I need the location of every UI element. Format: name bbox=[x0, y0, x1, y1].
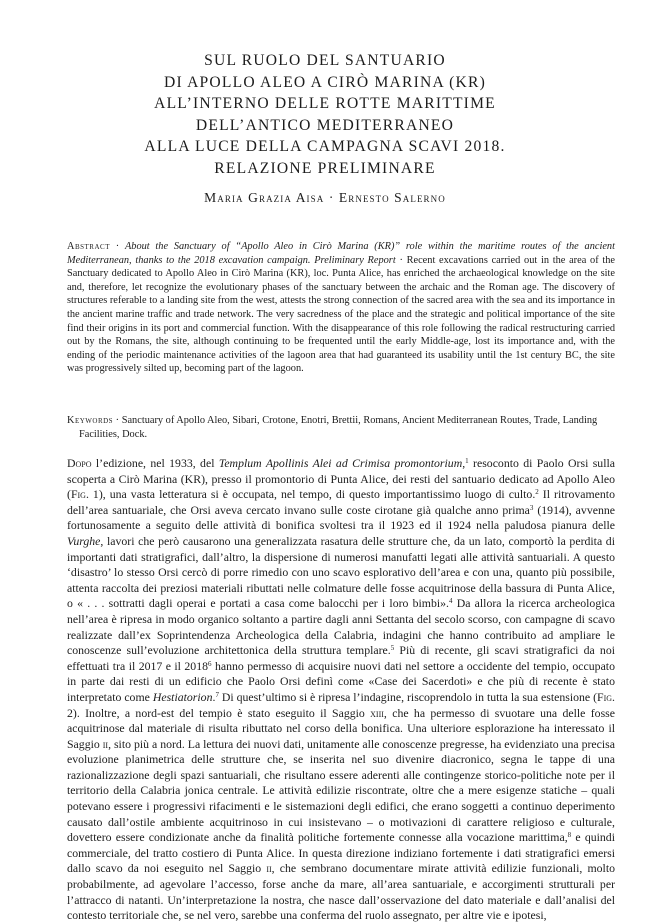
roman-numeral: ii bbox=[102, 736, 109, 751]
article-authors: Maria Grazia Aisa · Ernesto Salerno bbox=[204, 190, 446, 205]
title-line: RELAZIONE PRELIMINARE bbox=[214, 159, 436, 177]
body-text: , sito più a nord. La lettura dei nuovi dati, unitamente alle conoscenze pregresse, ha evidenziato una precisa evoluzione planimetrica delle strutture che, se inserita nel suo divenire diacronico, segna le tappe di una razionalizzazione degli spazi santuariali, che risultano essere aderenti alle contingenze storico-politiche note per il territorio della Calabria jonica centrale. Le attività edilizie riscontrate, oltre che a mere esigenze statiche – quali potevano essere i progressivi rifacimenti e le sistemazioni degli edifici, che erano soggetti a continuo deperimento causato dall’ostile ambiente acquitrinoso in cui insistevano – o motivazioni di carattere religioso e culturale, dovettero essere condizionate anche da finalità politiche fortemente connesse alla vocazione marittima, bbox=[67, 736, 615, 845]
body-paragraph: Dopo l’edizione, nel 1933, del Templum Apollinis Alei ad Crimisa promontorium,$^1$ resoconto di Paolo Orsi sulla scoperta a Cirò Marina (KR), presso il promontorio di Punta Alice, dei resti del santuario dedicato ad Apollo Aleo (Fig. 1), una vasta letteratura si è occupata, nel tempo, di questo importantissimo luogo di culto.$^2$ Il ritrovamento dell’area santuariale, che Orsi aveva cercato invano sulle coste cirotane già qualche anno prima$^3$ (1914), avvenne fortunosamente a seguito delle attività di bonifica svoltesi tra il 1923 ed il 1924 nella paludosa pianura delle Vurghe, lavori che però causarono una generalizzata rasatura delle strutture che, da un lato, comportò la perdita di importanti dati stratigrafici, dall’altro, la dispersione di numerosi manufatti legati alle attività santuariali. A questo ‘disastro’ lo stesso Orsi cercò di porre rimedio con uno scavo esplorativo dell’area e con una, quanto più possibile, attenta raccolta dei preziosi materiali ributtati nelle colmature delle fosse acquitrinose della bassura di Punta Alice, o « . . . sottratti dagli operai e portati a casa come balocchi per i loro bimbi».$^4$ Da allora la ricerca archeologica nell’area è ripresa in modo organico soltanto a partire dagli anni Settanta del secolo scorso, con campagne di scavo realizzate dall’ex Soprintendenza Archeologica della Calabria, indagini che hanno contribuito ad ampliare le conoscenze sull’evoluzione architettonica della struttura templare.$^5$ Più di recente, gli scavi stratigrafici da noi effettuati tra il 2017 e il 2018$^6$ hanno permesso di acquisire nuovi dati nel settore a occidente del tempio, occupato in parte dai resti di un edificio che Paolo Orsi definì come «Case dei Sacerdoti» e che più di recente è stato interpretato come Hestiatorion.$^7$ Di quest’ultimo si è ripresa l’indagine, riscoprendolo in tutta la sua estensione (Fig. 2). Inoltre, a nord-est del tempio è stato eseguito il Saggio xiii, che ha permesso di svuotare una delle fosse acquitrinose dal materiale di risulta ributtato nel corso della bonifica. Una ulteriore esplorazione ha interessato il Saggio ii, sito più a nord. La lettura dei nuovi dati, unitamente alle conoscenze pregresse, ha evidenziato una precisa evoluzione planimetrica delle strutture che, se inserita nel suo divenire diacronico, segna le tappe di una razionalizzazione degli spazi santuariali, che risultano essere aderenti alle contingenze storico-politiche note per il territorio della Calabria jonica centrale. Le attività edilizie riscontrate, oltre che a mere esigenze statiche – quali potevano essere i progressivi rifacimenti e le sistemazioni degli edifici, che erano soggetti a continuo deperimento causato dall’ostile ambiente acquitrinoso in cui insistevano – o motivazioni di carattere religioso e culturale, dovettero essere condizionate anche da finalità politiche fortemente connesse alla vocazione marittima,$^8$ e quindi commerciale, del tratto costiero di Punta Alice. In questa direzione indiziano fortemente i dati stratigrafici emersi dallo scavo da noi eseguito nel Saggio ii, che sembrano documentare mirate attività edilizie funzionali, molto probabilmente, ad agevolare l’accesso, forse anche da mare, all’area santuariale, e accorgimenti strutturali per l’attracco di natanti. Un’interpretazione la nostra, che nasce dall’osservazione del dato materiale e dall’analisi del contesto territoriale che, se nel vero, sarebbe una conferma del ruolo assegnato, per altre vie e ipotesi, bbox=[67, 456, 616, 923]
title-line: DI APOLLO ALEO A CIRÒ MARINA (KR) bbox=[163, 73, 487, 91]
footnote-ref[interactable]: 4 bbox=[449, 597, 453, 606]
body-italic: Vurghe bbox=[67, 533, 101, 548]
body-text: , lavori che però causarono una generalizzata rasatura delle strutture che, da un lato, comportò la perdita di importanti dati stratigrafici, dall’altro, la dispersione di numerosi manufatti legati alle attività santuariali. A questo ‘disastro’ lo stesso Orsi cercò di porre rimedio con uno scavo esplorativo dell’area e con una, quanto più possibile, attenta raccolta dei preziosi materiali ributtati nelle colmature delle fosse acquitrinose della bassura di Punta Alice, o « . . . sottratti dagli operai e portati a casa come balocchi per i loro bimbi». bbox=[67, 533, 615, 611]
title-line: ALL’INTERNO DELLE ROTTE MARITTIME bbox=[154, 95, 496, 113]
body-text: ), una vasta letteratura si è occupata, nel tempo, di questo importantissimo luogo di culto. bbox=[98, 487, 536, 502]
footnote-ref[interactable]: 3 bbox=[529, 503, 534, 512]
body-text: , che ha permesso di svuotare una delle fosse acquitrinose dal materiale di risulta ributtato nel corso della bonifica. Una ulteriore esplorazione ha interessato il Saggio bbox=[67, 705, 615, 751]
roman-numeral: xiii bbox=[370, 705, 384, 720]
title-line: ALLA LUCE DELLA CAMPAGNA SCAVI 2018. bbox=[144, 138, 506, 156]
footnote-ref[interactable]: 5 bbox=[390, 644, 395, 653]
abstract-separator: · bbox=[109, 241, 125, 252]
body-text: hanno permesso di acquisire nuovi dati nel settore a occidente del tempio, occupato in parte dai resti di un edificio che Paolo Orsi definì come «Case dei Sacerdoti» e che più di recente è stato interpretato come bbox=[67, 658, 615, 704]
abstract-english-title: About the Sanctuary of “Apollo Aleo in Cirò Marina (KR)” role within the maritime routes of the ancient Mediterranean, thanks to the 2018 excavation campaign. Preliminary Report bbox=[67, 241, 615, 266]
footnote-ref[interactable]: 6 bbox=[208, 659, 212, 668]
figure-ref[interactable]: Fig. 2 bbox=[67, 689, 615, 720]
roman-numeral: ii bbox=[266, 861, 272, 876]
footnote-ref[interactable]: 8 bbox=[567, 831, 572, 840]
body-text: ). Inoltre, a nord-est del tempio è stato eseguito il Saggio bbox=[72, 705, 371, 720]
title-line: SUL RUOLO DEL SANTUARIO bbox=[204, 52, 446, 69]
body-text: (1914), avvenne fortunosamente a seguito delle attività di bonifica svoltesi tra il 1923 ed il 1924 nella paludosa pianura delle bbox=[67, 502, 615, 533]
abstract-label: Abstract bbox=[67, 241, 110, 252]
body-italic: Hestiatorion bbox=[152, 689, 213, 704]
abstract-text: · Recent excavations carried out in the area of the Sanctuary dedicated to Apollo Aleo in Cirò Marina (KR), loc. Punta Alice, has enriched the archaeological knowledge on the site and, therefore, let recognize the evolutionary phases of the sanctuary between the archaic and the Roman age. The discovery of structures referable to a landing site from the west, attests the strong connection of the sacred area with the sea and its importance in the ancient marine traffic and trade network. The very sacredness of the place and the strategic and political importance of the site find their origins in its port and commercial function. With the disappearance of this role following the radical restructuring carried out by the Romans, the site, although continuing to be frequented until the early Middle-age, lost its importance and, with the ending of the periodic maintenance activities of the lagoon area that had guaranteed its usability until the 1st century BC, the site was progressively silted up, becoming part of the lagoon. bbox=[67, 254, 615, 375]
body-text: l’edizione, nel 1933, del bbox=[91, 456, 219, 470]
title-line: DELL’ANTICO MEDITERRANEO bbox=[195, 116, 455, 134]
body-text: Più di recente, gli scavi stratigrafici da noi effettuati tra il 2017 e il 2018 bbox=[67, 643, 615, 673]
body-text: , che sembrano documentare mirate attività edilizie funzionali, molto probabilmente, ad agevolare l’accesso, forse anche da mare, all’area santuariale, e accorgimenti strutturali per l’attracco di natanti. Un’interpretazione la nostra, che nasce dall’osservazione del dato materiale e dall’analisi del contesto territoriale che, se nel vero, sarebbe una conferma del ruolo assegnato, per altre vie e ipotesi, bbox=[67, 861, 616, 923]
keywords-label: Keywords bbox=[67, 415, 114, 426]
body-text: Il ritrovamento dell’area santuariale, che Orsi aveva cercato invano sulle coste cirotane già qualche anno prima bbox=[67, 487, 615, 517]
keywords-text: · Sanctuary of Apollo Aleo, Sibari, Crotone, Enotri, Brettii, Romans, Ancient Mediterranean Routes, Trade, Landing Facilities, Dock. bbox=[79, 415, 598, 440]
keywords bbox=[67, 414, 615, 441]
body-text: Di quest’ultimo si è ripresa l’indagine, riscoprendolo in tutta la sua estensione ( bbox=[218, 689, 598, 704]
footnote-ref[interactable]: 7 bbox=[215, 690, 219, 699]
abstract bbox=[67, 240, 615, 376]
article-title bbox=[60, 50, 590, 180]
body-text: Da allora la ricerca archeologica nell’area è ripresa in modo organico soltanto a partire dagli anni Settanta del secolo scorso, con campagne di scavo realizzate dall’ex Soprintendenza Archeologica della Calabria, indagini che hanno contribuito ad ampliare le conoscenze sull’evoluzione architettonica della struttura templare. bbox=[67, 596, 615, 658]
footnote-ref[interactable]: 1 bbox=[465, 457, 469, 465]
figure-ref[interactable]: Fig. 1 bbox=[70, 487, 99, 502]
footnote-ref[interactable]: 2 bbox=[535, 488, 539, 497]
body-text: resoconto di Paolo Orsi sulla scoperta a Cirò Marina (KR), presso il promontorio di Punta Alice, dei resti del santuario dedicato ad Apollo Aleo ( bbox=[67, 456, 615, 502]
body-text: e quindi commerciale, del tratto costiero di Punta Alice. In questa direzione indiziano fortemente i dati stratigrafici emersi dallo scavo da noi eseguito nel Saggio bbox=[67, 830, 615, 876]
opening-word: Dopo bbox=[67, 456, 92, 470]
body-italic: Templum Apollinis Alei ad Crimisa promontorium bbox=[218, 456, 463, 470]
